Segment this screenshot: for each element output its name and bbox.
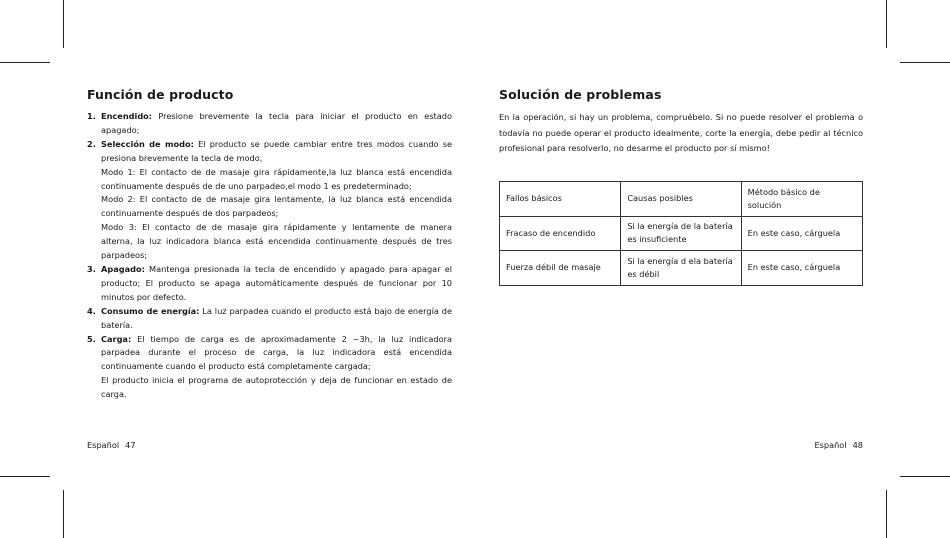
table-header-row [500,182,863,217]
item-text: Modo 1: El contacto de de masaje gira rápidamente,la luz blanca está encendida continuamente después de de uno parpadeo,el modo 1 es predeterminado; [101,166,452,191]
item-term: Carga: [101,333,132,344]
table-header-cell: Método básico de solución [741,182,862,217]
item-text: Modo 3: El contacto de de masaje gira rápidamente y lentamente de manera alterna, la luz indicadora blanca está encendida continuamente después de tres parpadeos; [101,222,452,261]
troubleshooting-intro: En la operación, si hay un problema, compruébelo. Si no puede resolver el problema o todavía no puede operar el producto idealmente, corte la energía, debe pedir al técnico profesional para resolverlo, no desarme el producto por sí mismo! [499,112,863,153]
table-cell: Si la energía d ela batería es débil [621,251,741,286]
item-term: Consumo de energía: [101,305,200,316]
page-number: 47 [125,440,136,450]
item-number: 4. [87,305,96,316]
item-number: 5. [87,333,96,344]
list-item [87,138,452,263]
table-row [500,251,863,286]
table-cell: Fuerza débil de masaje [500,251,621,286]
table-header-cell: Fallos básicos [500,182,621,217]
troubleshooting-table [499,181,863,286]
item-text: El producto inicia el programa de autoprotección y deja de funcionar en estado de carga. [101,375,452,400]
crop-mark [886,0,887,48]
list-item [87,333,452,403]
list-item [87,110,452,138]
item-text: Mantenga presionada la tecla de encendido y apagado para apagar el producto; El producto se apaga automáticamente después de funcionar por 10 minutos por defecto. [101,263,453,302]
table-row [500,216,863,251]
page-title-right: Solución de problemas [499,87,662,102]
item-text: El tiempo de carga es de aproximadamente 2 ~3h, la luz indicadora parpadea durante el proceso de carga, la luz indicadora está encendida continuamente cuando el producto está completamente cargada; [101,333,452,372]
table-cell: En este caso, cárguela [741,216,862,251]
footer-right [814,440,863,450]
product-function-list [87,110,452,402]
footer-left [87,440,136,450]
list-item [87,305,452,333]
table-header-cell: Causas posibles [621,182,741,217]
table-cell: Si la energía de la batería es insuficiente [621,216,741,251]
item-term: Selección de modo: [101,138,194,149]
item-number: 3. [87,263,96,274]
crop-mark [63,490,64,538]
crop-mark [0,62,50,63]
footer-language: Español [87,440,120,450]
item-number: 1. [87,111,96,121]
item-term: Apagado: [101,263,145,274]
item-text: El producto se puede cambiar entre tres modos cuando se presiona brevemente la tecla de modo, [101,138,453,163]
table-cell: En este caso, cárguela [741,251,862,286]
table-cell: Fracaso de encendido [500,216,621,251]
item-text: Presione brevemente la tecla para iniciar el producto en estado apagado; [101,111,452,135]
crop-mark [0,476,50,477]
list-item [87,263,452,305]
crop-mark [886,490,887,538]
crop-mark [63,0,64,48]
footer-language: Español [814,440,847,450]
crop-mark [900,476,950,477]
item-term: Encendido: [101,111,153,121]
item-text: Modo 2: El contacto de de masaje gira lentamente, la luz blanca está encendida continuamente después de dos parpadeos; [101,194,452,219]
crop-mark [900,62,950,63]
item-text: La luz parpadea cuando el producto está bajo de energía de batería. [101,305,452,330]
page-title-left: Función de producto [87,87,234,102]
page-number: 48 [852,440,863,450]
item-number: 2. [87,138,96,149]
